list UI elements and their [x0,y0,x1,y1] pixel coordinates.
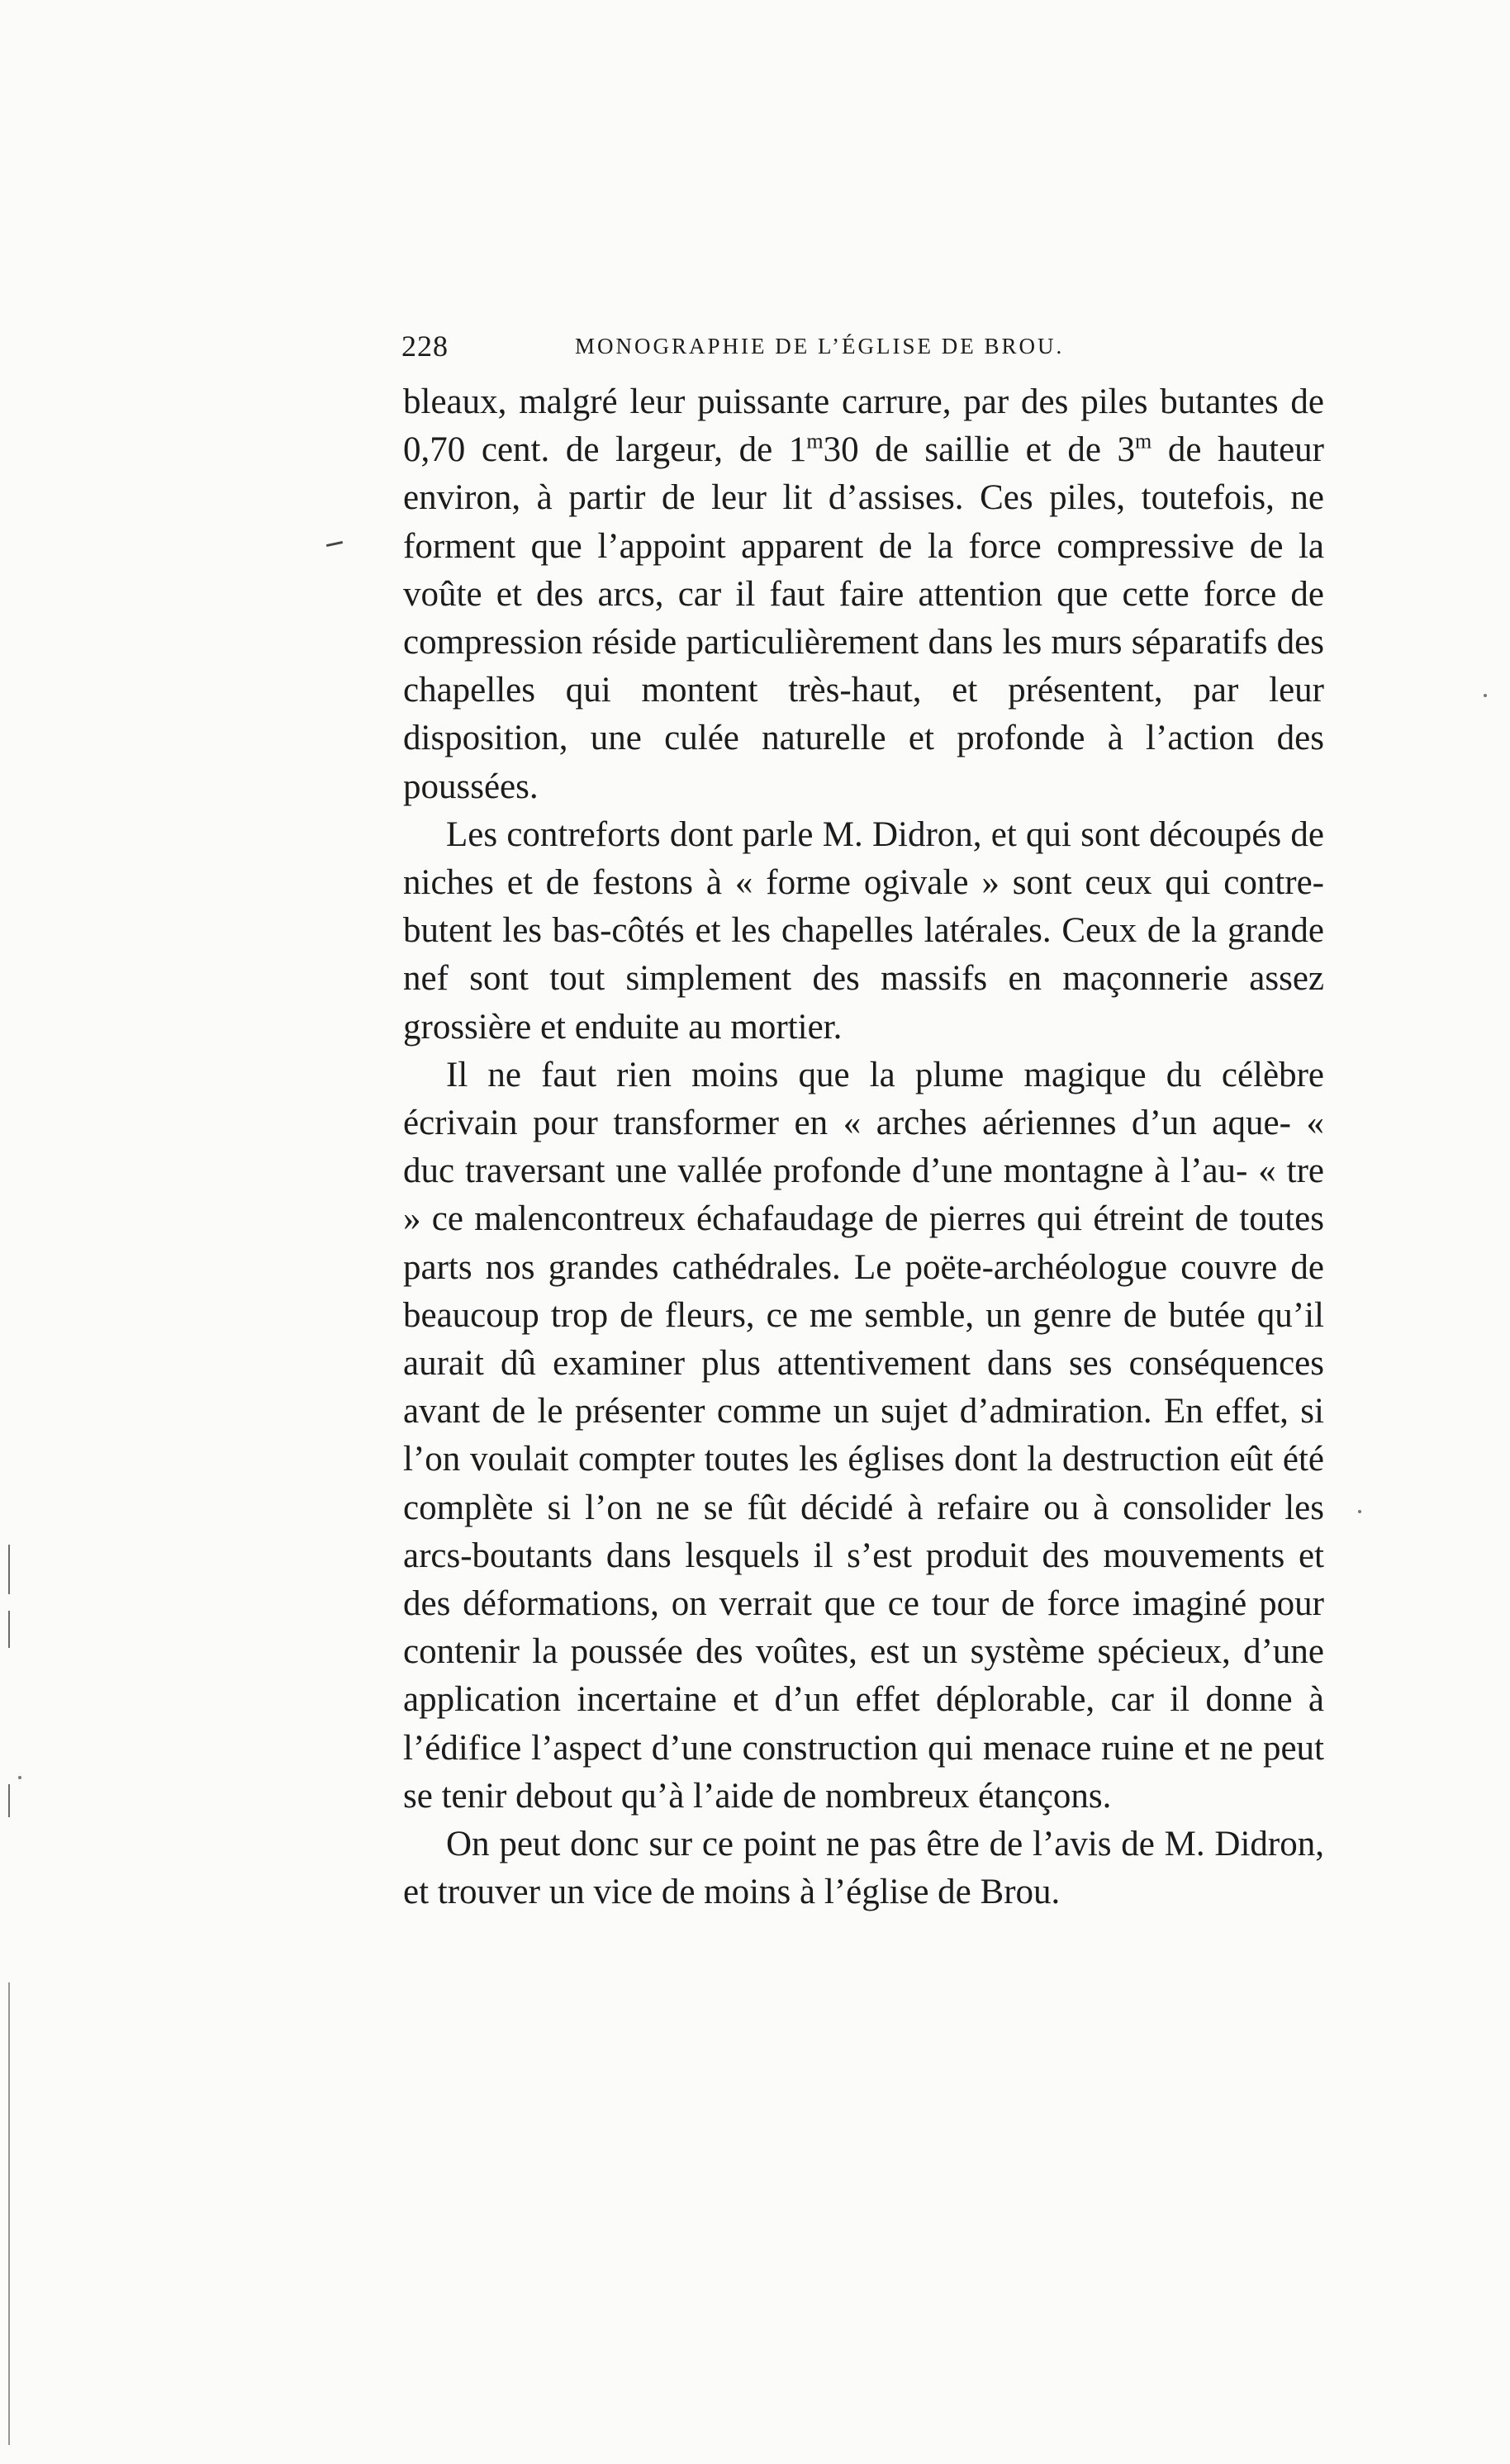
paragraph-4: On peut donc sur ce point ne pas être de l’avis de M. Didron, et trouver un vice de moins à l’église de Brou. [403,1825,1324,1912]
paragraph-1-text-a: bleaux, malgré leur puissante carrure, par des piles butantes de 0,70 cent. de largeur, de 1 [403,382,1324,470]
meter-unit-1: m [806,429,824,453]
paragraph-1-text-b: 30 de saillie et de 3 [823,430,1136,470]
page-header [401,329,1327,370]
paragraph-1-text-c: de hauteur environ, à partir de leur lit d’assises. Ces piles, toutefois, ne forment que l’appoint apparent de la force compressive de la voûte et des arcs, car il faut faire attention que cette force de compression réside particulièrement dans les murs séparatifs des chapelles qui montent très-haut, et présentent, par leur disposition, une culée naturelle et profonde à l’action des poussées. [403,430,1324,806]
margin-scan-line [8,1545,10,1594]
paragraph-3: Il ne faut rien moins que la plume magique du célèbre écrivain pour transformer en « arches aériennes d’un aque- « duc traversant une vallée profonde d’une montagne à l’au- « tre » ce malencontreux échafaudage de pierres qui étreint de toutes parts nos grandes cathédrales. Le poëte-archéologue couvre de beaucoup trop de fleurs, ce me semble, un genre de butée qu’il aurait dû examiner plus attentivement dans ses conséquences avant de le présenter comme un sujet d’admiration. En effet, si l’on voulait compter toutes les églises dont la destruction eût été complète si l’on ne se fût décidé à refaire ou à consolider les arcs-boutants dans lesquels il s’est produit des mouvements et des déformations, on verrait que ce tour de force imaginé pour contenir la poussée des voûtes, est un système spécieux, d’une application incertaine et d’un effet déplorable, car il donne à l’édifice l’aspect d’une construction qui menace ruine et ne peut se tenir debout qu’à l’aide de nombreux étançons. [403,1055,1324,1816]
margin-scan-line [8,1611,10,1648]
margin-scan-mark [326,541,343,547]
margin-scan-line [8,1784,10,1817]
paragraph-1 [403,378,1324,811]
meter-unit-2: m [1135,429,1152,453]
page-number: 228 [401,330,449,363]
paragraph-2: Les contreforts dont parle M. Didron, et qui sont découpés de niches et de festons à « forme ogivale » sont ceux qui contre-butent les bas-côtés et les chapelles latérales. Ceux de la grande nef sont tout simplement des massifs en maçonnerie assez grossière et enduite au mortier. [403,814,1324,1047]
margin-scan-dot [1358,1510,1361,1513]
margin-scan-dot [18,1776,21,1779]
margin-scan-line [8,1982,10,2445]
body-text [403,378,1324,1917]
margin-scan-dot [1484,694,1487,697]
running-title: MONOGRAPHIE DE L’ÉGLISE DE BROU. [575,334,1065,358]
